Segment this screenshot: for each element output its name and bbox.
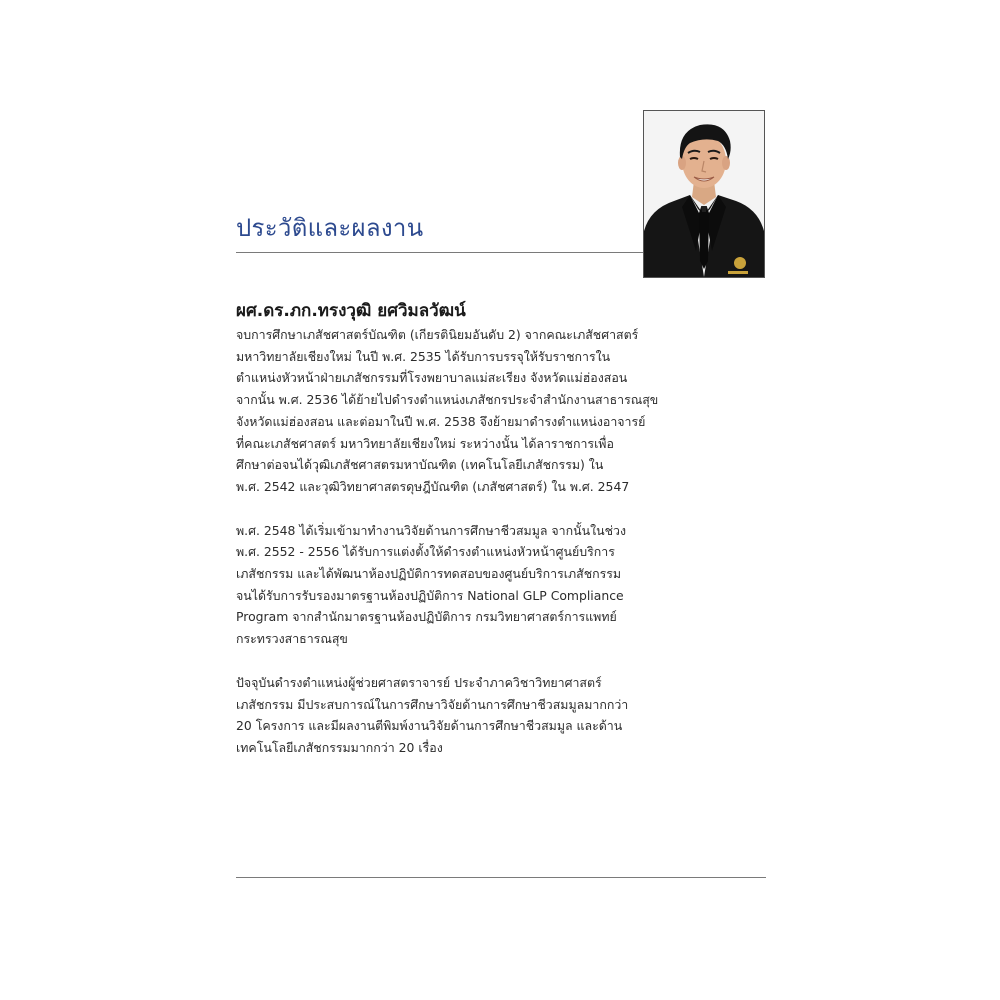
bio-line: ศึกษาต่อจนได้วุฒิเภสัชศาสตรมหาบัณฑิต (เทคโนโลยีเภสัชกรรม) ใน: [236, 457, 604, 473]
biography: [236, 324, 659, 781]
bio-line: มหาวิทยาลัยเชียงใหม่ ในปี พ.ศ. 2535 ได้รับการบรรจุให้รับราชการใน: [236, 348, 611, 364]
bio-line: ที่คณะเภสัชศาสตร์ มหาวิทยาลัยเชียงใหม่ ระหว่างนั้น ได้ลาราชการเพื่อ: [236, 435, 614, 451]
person-name: ผศ.ดร.ภก.ทรงวุฒิ ยศวิมลวัฒน์: [236, 301, 466, 321]
bio-line: ตำแหน่งหัวหน้าฝ่ายเภสัชกรรมที่โรงพยาบาลแม่สะเรียง จังหวัดแม่ฮ่องสอน: [236, 370, 628, 386]
bio-line: เภสัชกรรม มีประสบการณ์ในการศึกษาวิจัยด้านการศึกษาชีวสมมูลมากกว่า: [236, 696, 629, 712]
bio-line: พ.ศ. 2552 - 2556 ได้รับการแต่งตั้งให้ดำรงตำแหน่งหัวหน้าศูนย์บริการ: [236, 544, 615, 560]
bio-line: จบการศึกษาเภสัชศาสตร์บัณฑิต (เกียรตินิยมอันดับ 2) จากคณะเภสัชศาสตร์: [236, 327, 639, 342]
bottom-divider: [236, 877, 766, 878]
bio-line: เภสัชกรรม และได้พัฒนาห้องปฏิบัติการทดสอบของศูนย์บริการเภสัชกรรม: [236, 566, 622, 582]
section-title: ประวัติและผลงาน: [236, 214, 424, 242]
bio-paragraph: [236, 672, 656, 759]
bio-line: จากนั้น พ.ศ. 2536 ได้ย้ายไปดำรงตำแหน่งเภสัชกรประจำสำนักงานสาธารณสุข: [236, 392, 659, 408]
portrait-photo: [643, 110, 765, 278]
bio-paragraph: [236, 324, 659, 498]
title-divider: [236, 252, 643, 253]
bio-line: พ.ศ. 2548 ได้เริ่มเข้ามาทำงานวิจัยด้านการศึกษาชีวสมมูล จากนั้นในช่วง: [236, 522, 627, 538]
bio-line: จนได้รับการรับรองมาตรฐานห้องปฏิบัติการ National GLP Compliance: [236, 587, 624, 603]
bio-line: ปัจจุบันดำรงตำแหน่งผู้ช่วยศาสตราจารย์ ประจำภาควิชาวิทยาศาสตร์: [236, 674, 602, 690]
bio-line: กระทรวงสาธารณสุข: [236, 631, 348, 647]
bio-line: จังหวัดแม่ฮ่องสอน และต่อมาในปี พ.ศ. 2538 จึงย้ายมาดำรงตำแหน่งอาจารย์: [236, 413, 646, 429]
bio-line: 20 โครงการ และมีผลงานตีพิมพ์งานวิจัยด้านการศึกษาชีวสมมูล และด้าน: [236, 718, 623, 734]
bio-line: เทคโนโลยีเภสัชกรรมมากกว่า 20 เรื่อง: [236, 739, 443, 755]
bio-line: Program จากสำนักมาตรฐานห้องปฏิบัติการ กรมวิทยาศาสตร์การแพทย์: [236, 609, 617, 625]
bio-paragraph: [236, 520, 656, 650]
bio-line: พ.ศ. 2542 และวุฒิวิทยาศาสตรดุษฎีบัณฑิต (เภสัชศาสตร์) ใน พ.ศ. 2547: [236, 478, 630, 494]
